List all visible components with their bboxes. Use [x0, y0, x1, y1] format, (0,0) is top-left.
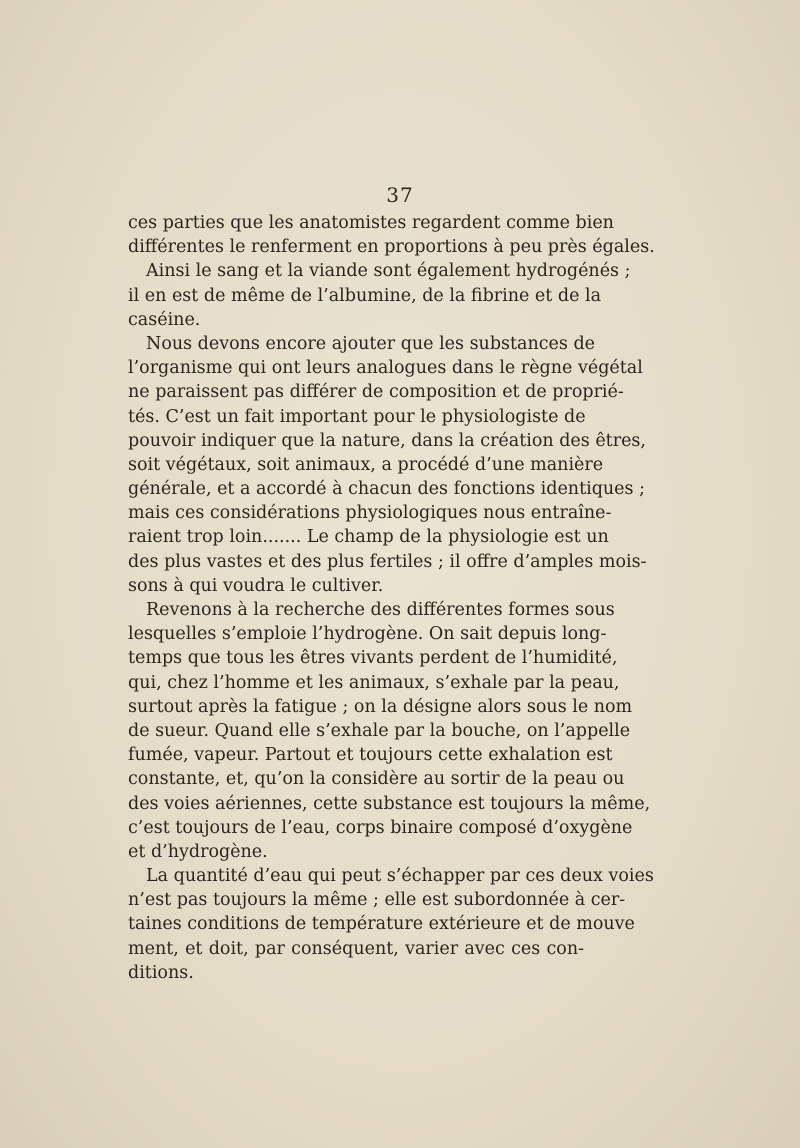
paragraph	[128, 598, 651, 864]
paragraph	[128, 259, 631, 332]
text-line: fumée, vapeur. Partout et toujours cette exhalation est	[128, 745, 613, 766]
text-line: des voies aériennes, cette substance est toujours la même,	[128, 793, 651, 814]
text-line: surtout après la fatigue ; on la désigne alors sous le nom	[128, 696, 633, 717]
page-number: 37	[386, 183, 414, 207]
text-line: l’organisme qui ont leurs analogues dans le règne végétal	[128, 358, 643, 379]
text-line: ne paraissent pas différer de composition et de proprié-	[128, 382, 624, 403]
text-line: pouvoir indiquer que la nature, dans la création des êtres,	[128, 430, 646, 451]
paragraph	[128, 332, 647, 598]
text-line: mais ces considérations physiologiques nous entraîne-	[128, 503, 612, 524]
text-line: générale, et a accordé à chacun des fonctions identiques ;	[128, 479, 645, 500]
text-line: il en est de même de l’albumine, de la fibrine et de la	[128, 285, 602, 306]
paragraph	[128, 211, 655, 259]
text-line: Revenons à la recherche des différentes formes sous	[146, 600, 615, 620]
text-line: tés. C’est un fait important pour le physiologiste de	[128, 406, 586, 427]
text-line: ditions.	[128, 962, 194, 983]
text-line: lesquelles s’emploie l’hydrogène. On sait depuis long-	[128, 624, 607, 645]
text-line: Nous devons encore ajouter que les substances de	[146, 333, 596, 354]
text-line: constante, et, qu’on la considère au sortir de la peau ou	[128, 769, 625, 790]
text-line: raient trop loin....... Le champ de la physiologie est un	[128, 527, 609, 548]
text-line: n’est pas toujours la même ; elle est subordonnée à cer-	[128, 890, 626, 911]
text-line: des plus vastes et des plus fertiles ; il offre d’amples mois-	[128, 551, 647, 572]
text-line: sons à qui voudra le cultiver.	[128, 575, 384, 596]
text-line: et d’hydrogène.	[128, 841, 268, 862]
body-text	[128, 211, 655, 985]
paragraph	[128, 864, 654, 985]
text-line: ces parties que les anatomistes regardent comme bien	[128, 213, 614, 233]
text-line: différentes le renferment en proportions à peu près égales.	[128, 237, 655, 258]
text-line: Ainsi le sang et la viande sont également hydrogénés ;	[146, 261, 631, 282]
text-line: La quantité d’eau qui peut s’échapper par ces deux voies	[146, 866, 654, 887]
text-line: temps que tous les êtres vivants perdent de l’humidité,	[128, 648, 618, 669]
text-line: caséine.	[128, 309, 201, 330]
text-line: ment, et doit, par conséquent, varier avec ces con-	[128, 938, 584, 959]
text-line: qui, chez l’homme et les animaux, s’exhale par la peau,	[128, 672, 620, 693]
text-line: taines conditions de température extérieure et de mouve	[128, 914, 635, 935]
text-line: de sueur. Quand elle s’exhale par la bouche, on l’appelle	[128, 720, 631, 741]
text-line: soit végétaux, soit animaux, a procédé d’une manière	[128, 454, 604, 475]
text-line: c’est toujours de l’eau, corps binaire composé d’oxygène	[128, 817, 633, 838]
